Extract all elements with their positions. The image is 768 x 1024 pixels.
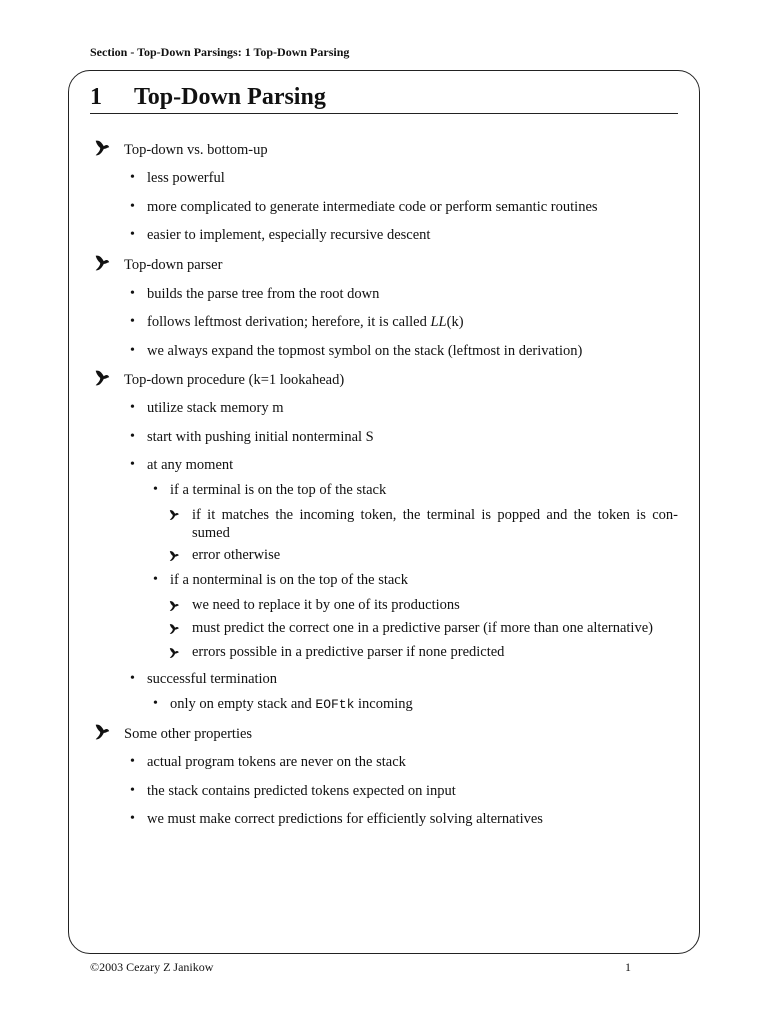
- bullet-dot: •: [130, 754, 135, 769]
- section-heading: Top-down vs. bottom-up: [124, 142, 268, 158]
- list-item: successful termination: [147, 671, 278, 687]
- bullet-dot: •: [130, 783, 135, 798]
- flower-bullet-icon: [168, 600, 180, 612]
- bullet-dot: •: [130, 227, 135, 242]
- sub-sub-item: error otherwise: [192, 547, 281, 563]
- list-item: the stack contains predicted tokens expected on input: [147, 783, 456, 799]
- flower-bullet-icon: [168, 623, 180, 635]
- page-title: [90, 84, 678, 114]
- flower-bullet-icon: [168, 550, 180, 562]
- bullet-dot: •: [153, 482, 158, 497]
- list-item: [147, 314, 464, 331]
- title-text: Top-Down Parsing: [134, 84, 326, 110]
- flower-bullet-icon: [168, 509, 180, 521]
- list-item: we always expand the topmost symbol on the stack (leftmost in derivation): [147, 343, 583, 359]
- bullet-dot: •: [130, 429, 135, 444]
- flower-bullet-icon: [93, 254, 111, 272]
- bullet-dot: •: [130, 457, 135, 472]
- ll-suffix: (k): [446, 314, 464, 330]
- sub-sub-item: if it matches the incoming token, the terminal is popped and the token is con-sumed: [192, 507, 678, 541]
- flower-bullet-icon: [93, 723, 111, 741]
- list-item: easier to implement, especially recursive descent: [147, 227, 431, 243]
- bullet-dot: •: [130, 343, 135, 358]
- bullet-dot: •: [130, 170, 135, 185]
- sub-sub-item: we need to replace it by one of its productions: [192, 597, 460, 613]
- sub-item: if a terminal is on the top of the stack: [170, 482, 387, 498]
- list-item: more complicated to generate intermediate code or perform semantic routines: [147, 199, 598, 215]
- section-number: 1: [90, 84, 102, 110]
- section-heading: Top-down parser: [124, 257, 223, 273]
- sub-sub-item: must predict the correct one in a predictive parser (if more than one alternative): [192, 620, 653, 636]
- page-number: 1: [625, 960, 631, 974]
- footer-copyright: ©2003 Cezary Z Janikow: [90, 960, 214, 974]
- termination-prefix: only on empty stack and: [170, 696, 316, 712]
- bullet-dot: •: [153, 696, 158, 711]
- flower-bullet-icon: [168, 647, 180, 659]
- sub-item: if a nonterminal is on the top of the stack: [170, 572, 408, 588]
- bullet-dot: •: [130, 671, 135, 686]
- bullet-dot: •: [130, 400, 135, 415]
- eoftk-code: EOFtk: [315, 697, 355, 712]
- list-item: utilize stack memory m: [147, 400, 284, 416]
- section-heading: Some other properties: [124, 726, 253, 742]
- section-heading: Top-down procedure (k=1 lookahead): [124, 372, 345, 388]
- sub-sub-item: errors possible in a predictive parser if none predicted: [192, 644, 505, 660]
- bullet-dot: •: [130, 314, 135, 329]
- list-item: less powerful: [147, 170, 225, 186]
- running-header: Section - Top-Down Parsings: 1 Top-Down Parsing: [90, 45, 350, 59]
- list-item: actual program tokens are never on the stack: [147, 754, 406, 770]
- ll-italic: LL: [430, 314, 447, 330]
- flower-bullet-icon: [93, 369, 111, 387]
- list-item: at any moment: [147, 457, 234, 473]
- sub-item: [170, 696, 413, 713]
- list-item-text: follows leftmost derivation; herefore, it is called: [147, 314, 431, 330]
- termination-suffix: incoming: [354, 696, 413, 712]
- bullet-dot: •: [130, 286, 135, 301]
- list-item: start with pushing initial nonterminal S: [147, 429, 374, 445]
- bullet-dot: •: [130, 811, 135, 826]
- list-item: we must make correct predictions for efficiently solving alternatives: [147, 811, 543, 827]
- flower-bullet-icon: [93, 139, 111, 157]
- bullet-dot: •: [130, 199, 135, 214]
- bullet-dot: •: [153, 572, 158, 587]
- list-item: builds the parse tree from the root down: [147, 286, 380, 302]
